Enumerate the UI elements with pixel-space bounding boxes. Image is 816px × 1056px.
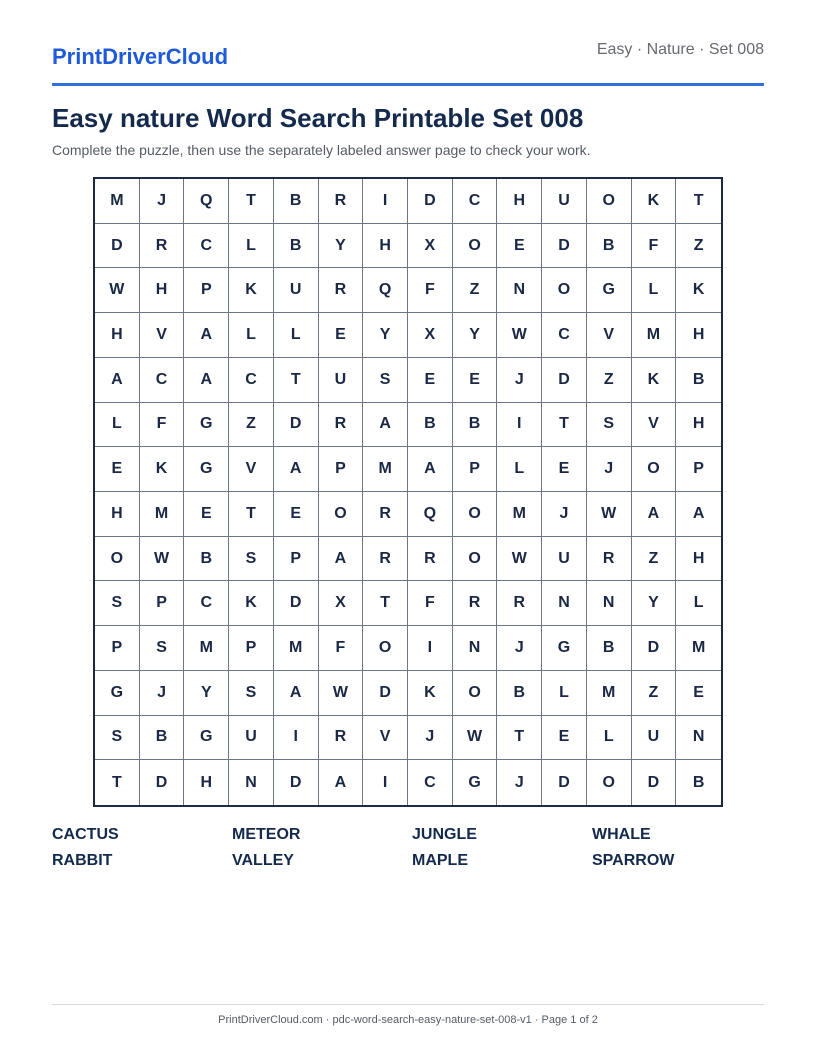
grid-cell: R: [319, 403, 364, 448]
grid-cell: A: [363, 403, 408, 448]
grid-cell: U: [229, 716, 274, 761]
grid-cell: D: [632, 760, 677, 805]
grid-cell: E: [542, 447, 587, 492]
grid-cell: H: [676, 537, 721, 582]
grid-cell: F: [319, 626, 364, 671]
grid-cell: L: [497, 447, 542, 492]
grid-cell: Z: [587, 358, 632, 403]
grid-cell: J: [497, 626, 542, 671]
header-divider: [52, 83, 764, 86]
grid-cell: K: [140, 447, 185, 492]
footer-text: PrintDriverCloud.com · pdc-word-search-easy-nature-set-008-v1 · Page 1 of 2: [218, 1014, 598, 1026]
grid-cell: D: [274, 581, 319, 626]
grid-cell: L: [542, 671, 587, 716]
grid-cell: M: [632, 313, 677, 358]
grid-cell: O: [363, 626, 408, 671]
word-list-item: MAPLE: [412, 852, 468, 869]
grid-cell: B: [692, 773, 705, 791]
grid-cell: B: [140, 716, 185, 761]
word-list-item: SPARROW: [592, 852, 675, 869]
word-list: [52, 826, 764, 870]
grid-cell: W: [497, 313, 542, 358]
grid-cell: J: [140, 179, 185, 224]
grid-cell: G: [184, 403, 229, 448]
grid-cell: E: [184, 492, 229, 537]
word-search-grid: [93, 177, 723, 807]
grid-cell: W: [587, 492, 632, 537]
grid-cell: E: [319, 313, 364, 358]
grid-cell: M: [363, 447, 408, 492]
grid-cell: L: [274, 313, 319, 358]
grid-cell: E: [274, 492, 319, 537]
grid-cell: I: [363, 760, 408, 805]
word-list-item: RABBIT: [52, 852, 113, 869]
grid-cell: D: [274, 403, 319, 448]
grid-cell: R: [497, 581, 542, 626]
grid-cell: R: [453, 581, 498, 626]
grid-cell: A: [95, 358, 140, 403]
grid-cell: K: [632, 358, 677, 403]
grid-cell: P: [274, 537, 319, 582]
grid-cell: A: [319, 537, 364, 582]
grid-cell: I: [274, 716, 319, 761]
grid-cell: P: [184, 268, 229, 313]
grid-cell: K: [632, 179, 677, 224]
grid-cell: G: [453, 760, 498, 805]
word-list-item: METEOR: [232, 826, 301, 843]
grid-cell: L: [676, 581, 721, 626]
grid-cell: X: [408, 313, 453, 358]
grid-cell: C: [140, 358, 185, 403]
grid-cell: O: [453, 537, 498, 582]
grid-cell: L: [632, 268, 677, 313]
grid-cell: E: [95, 447, 140, 492]
grid-cell: G: [587, 268, 632, 313]
grid-cell: Y: [184, 671, 229, 716]
grid-cell: T: [274, 358, 319, 403]
grid-cell: V: [632, 403, 677, 448]
grid-cell: E: [676, 671, 721, 716]
grid-cell: T: [229, 492, 274, 537]
grid-cell: G: [184, 447, 229, 492]
grid-cell: U: [542, 537, 587, 582]
grid-cell: Z: [632, 537, 677, 582]
grid-cell: U: [274, 268, 319, 313]
grid-cell: R: [319, 179, 364, 224]
grid-cell: N: [453, 626, 498, 671]
grid-cell: G: [95, 671, 140, 716]
word-list-item: CACTUS: [52, 826, 119, 843]
grid-cell: V: [363, 716, 408, 761]
grid-cell: N: [229, 760, 274, 805]
grid-cell: F: [632, 224, 677, 269]
grid-cell: M: [274, 626, 319, 671]
grid-cell: P: [229, 626, 274, 671]
grid-cell: O: [319, 492, 364, 537]
grid-cell: M: [587, 671, 632, 716]
grid-cell: V: [229, 447, 274, 492]
grid-cell: Y: [363, 313, 408, 358]
grid-cell: L: [229, 313, 274, 358]
grid-cell: J: [140, 671, 185, 716]
grid-cell: D: [274, 760, 319, 805]
grid-cell: M: [497, 492, 542, 537]
grid-cell: A: [632, 492, 677, 537]
grid-cell: E: [497, 224, 542, 269]
grid-cell: G: [184, 716, 229, 761]
grid-cell: A: [408, 447, 453, 492]
grid-cell: T: [497, 716, 542, 761]
grid-cell: O: [632, 447, 677, 492]
grid-cell: W: [453, 716, 498, 761]
grid-cell: K: [229, 268, 274, 313]
grid-cell: G: [542, 626, 587, 671]
grid-cell: H: [497, 179, 542, 224]
grid-cell: P: [676, 447, 721, 492]
grid-cell: J: [497, 358, 542, 403]
word-list-item: JUNGLE: [412, 826, 477, 843]
grid-cell: F: [408, 581, 453, 626]
footer-divider: [52, 1004, 764, 1005]
grid-cell: M: [95, 179, 140, 224]
brand-logo-text: PrintDriverCloud: [52, 44, 229, 69]
grid-cell: Q: [363, 268, 408, 313]
grid-cell: E: [408, 358, 453, 403]
grid-cell: D: [542, 760, 587, 805]
grid-cell: P: [319, 447, 364, 492]
grid-cell: C: [184, 581, 229, 626]
grid-cell: H: [676, 313, 721, 358]
grid-cell: T: [363, 581, 408, 626]
grid-cell: C: [408, 760, 453, 805]
grid-cell: A: [319, 760, 364, 805]
grid-cell: J: [408, 716, 453, 761]
grid-cell: A: [274, 671, 319, 716]
grid-cell: A: [676, 492, 721, 537]
grid-cell: V: [587, 313, 632, 358]
grid-cell: B: [497, 671, 542, 716]
grid-cell: A: [184, 358, 229, 403]
grid-cell: B: [587, 626, 632, 671]
grid-cell: S: [140, 626, 185, 671]
grid-cell: S: [95, 716, 140, 761]
grid-cell: J: [542, 492, 587, 537]
page-title: Easy nature Word Search Printable Set 008: [52, 103, 584, 133]
grid-cell: Z: [229, 403, 274, 448]
grid-cell: I: [497, 403, 542, 448]
grid-cell: K: [408, 671, 453, 716]
grid-cell: D: [95, 224, 140, 269]
grid-cell: T: [676, 179, 721, 224]
grid-cell: A: [184, 313, 229, 358]
grid-cell: B: [587, 224, 632, 269]
grid-cell: D: [140, 760, 185, 805]
grid-cell: W: [140, 537, 185, 582]
grid-cell: I: [363, 179, 408, 224]
grid-cell: B: [408, 403, 453, 448]
grid-cell: E: [542, 716, 587, 761]
grid-cell: H: [363, 224, 408, 269]
grid-cell: R: [363, 492, 408, 537]
grid-cell: D: [408, 179, 453, 224]
word-list-item: VALLEY: [232, 852, 294, 869]
grid-cell: Y: [632, 581, 677, 626]
grid-cell: B: [184, 537, 229, 582]
grid-cell: H: [95, 313, 140, 358]
grid-cell: T: [542, 403, 587, 448]
grid-cell: O: [453, 671, 498, 716]
grid-cell: K: [676, 268, 721, 313]
grid-cell: U: [542, 179, 587, 224]
grid-cell: C: [542, 313, 587, 358]
grid-cell: W: [95, 268, 140, 313]
grid-cell: U: [319, 358, 364, 403]
grid-cell: N: [542, 581, 587, 626]
puzzle-meta: Easy · Nature · Set 008: [596, 41, 764, 58]
grid-cell: M: [184, 626, 229, 671]
grid-cell: O: [453, 492, 498, 537]
grid-cell: R: [140, 224, 185, 269]
grid-cell: B: [453, 403, 498, 448]
grid-cell: H: [140, 268, 185, 313]
grid-cell: J: [497, 760, 542, 805]
grid-cell: Y: [453, 313, 498, 358]
grid-cell: M: [676, 626, 721, 671]
grid-cell: V: [140, 313, 185, 358]
grid-cell: O: [587, 760, 632, 805]
grid-cell: S: [229, 671, 274, 716]
grid-cell: N: [497, 268, 542, 313]
grid-cell: I: [408, 626, 453, 671]
grid-cell: Z: [453, 268, 498, 313]
grid-cell: C: [229, 358, 274, 403]
grid-cell: C: [453, 179, 498, 224]
grid-cell: O: [453, 224, 498, 269]
grid-cell: R: [587, 537, 632, 582]
grid-cell: A: [274, 447, 319, 492]
grid-cell: X: [408, 224, 453, 269]
grid-cell: R: [408, 537, 453, 582]
grid-cell: O: [542, 268, 587, 313]
grid-cell: L: [587, 716, 632, 761]
grid-cell: R: [319, 268, 364, 313]
grid-cell: L: [229, 224, 274, 269]
grid-cell: X: [319, 581, 364, 626]
grid-cell: P: [95, 626, 140, 671]
grid-cell: T: [95, 760, 140, 805]
grid-cell: M: [140, 492, 185, 537]
grid-cell: P: [140, 581, 185, 626]
grid-cell: H: [95, 492, 140, 537]
grid-cell: O: [587, 179, 632, 224]
page-subtitle: Complete the puzzle, then use the separately labeled answer page to check your work.: [52, 142, 591, 158]
grid-cell: W: [319, 671, 364, 716]
grid-cell: L: [95, 403, 140, 448]
grid-cell: F: [408, 268, 453, 313]
grid-cell: S: [363, 358, 408, 403]
grid-cell: H: [676, 403, 721, 448]
grid-cell: D: [542, 358, 587, 403]
grid-cell: C: [184, 224, 229, 269]
grid-cell: D: [363, 671, 408, 716]
grid-cell: W: [497, 537, 542, 582]
grid-cell: U: [632, 716, 677, 761]
grid-cell: N: [676, 716, 721, 761]
word-list-item: WHALE: [592, 826, 651, 843]
grid-cell: R: [363, 537, 408, 582]
grid-cell: P: [453, 447, 498, 492]
grid-cell: N: [587, 581, 632, 626]
grid-cell: H: [184, 760, 229, 805]
grid-cell: E: [453, 358, 498, 403]
grid-cell: S: [587, 403, 632, 448]
grid-cell: K: [229, 581, 274, 626]
grid-cell: B: [676, 358, 721, 403]
grid-cell: B: [274, 224, 319, 269]
grid-cell: F: [140, 403, 185, 448]
grid-cell: S: [229, 537, 274, 582]
grid-cell: S: [95, 581, 140, 626]
grid-cell: Z: [676, 224, 721, 269]
grid-cell: Z: [632, 671, 677, 716]
grid-cell: R: [319, 716, 364, 761]
grid-cell: D: [542, 224, 587, 269]
grid-cell: Q: [408, 492, 453, 537]
grid-cell: D: [632, 626, 677, 671]
grid-cell: Q: [184, 179, 229, 224]
grid-cell: Y: [319, 224, 364, 269]
grid-cell: B: [274, 179, 319, 224]
grid-cell: J: [587, 447, 632, 492]
grid-cell: O: [95, 537, 140, 582]
grid-cell: T: [229, 179, 274, 224]
